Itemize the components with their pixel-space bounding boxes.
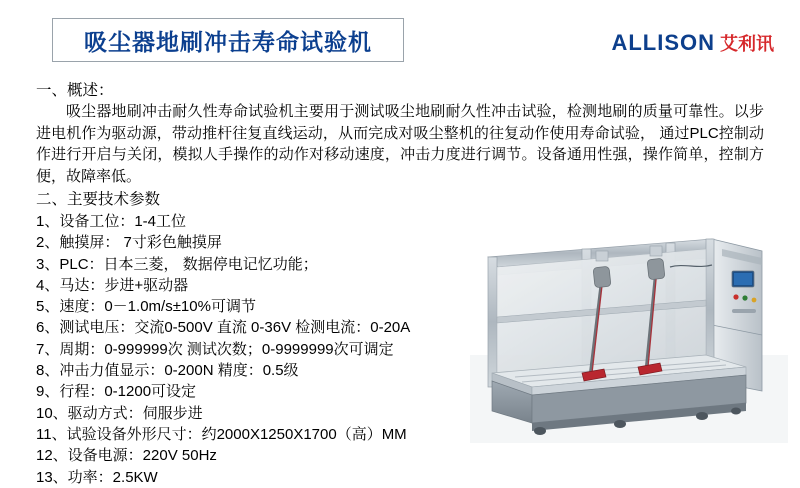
list-item: 6、测试电压：交流0-500V 直流 0-36V 检测电流：0-20A — [36, 319, 411, 337]
list-item: 12、设备电源：220V 50Hz — [36, 447, 217, 465]
list-item: 11、试验设备外形尺寸：约2000X1250X1700（高）MM — [36, 425, 407, 443]
list-item: 8、冲击力值显示：0-200N 精度：0.5级 — [36, 362, 299, 380]
machine-illustration — [470, 205, 788, 443]
list-item: 4、马达：步进+驱动器 — [36, 276, 189, 294]
list-item: 7、周期：0-999999次 测试次数；0-9999999次可调定 — [36, 340, 394, 358]
page-title: 吸尘器地刷冲击寿命试验机 — [84, 28, 372, 55]
list-item: 1、设备工位：1-4工位 — [36, 213, 187, 230]
list-item: 5、速度：0－1.0m/s±10%可调节 — [36, 298, 256, 316]
list-item: 2、触摸屏： 7寸彩色触摸屏 — [36, 234, 222, 252]
list-item: 10、驱动方式：伺服步进 — [36, 404, 203, 422]
company-logo — [611, 32, 774, 54]
page-title-box — [52, 18, 404, 62]
logo-latin-text: ALLISON — [611, 30, 715, 55]
overview-paragraph: 吸尘器地刷冲击耐久性寿命试验机主要用于测试吸尘地刷耐久性冲击试验，检测地刷的质量可靠性。以步进电机作为驱动源，带动推杆往复直线运动，从而完成对吸尘整机的往复动作使用寿命试验， 通过PLC控制动作进行开启与关闭，模拟人手操作的动作对移动速度，冲击力度进行调节。设备通用性强，操作简单，控制方便，故障率低。 — [36, 103, 764, 185]
specs-heading: 二、主要技术参数 — [36, 191, 161, 208]
list-item: 9、行程：0-1200可设定 — [36, 383, 197, 401]
logo-chinese-text: 艾利讯 — [720, 34, 774, 54]
list-item: 3、PLC：日本三菱， 数据停电记忆功能； — [36, 255, 318, 273]
list-item: 13、功率：2.5KW — [36, 468, 158, 486]
overview-heading: 一、概述： — [36, 82, 114, 99]
machine-photo — [470, 205, 788, 443]
